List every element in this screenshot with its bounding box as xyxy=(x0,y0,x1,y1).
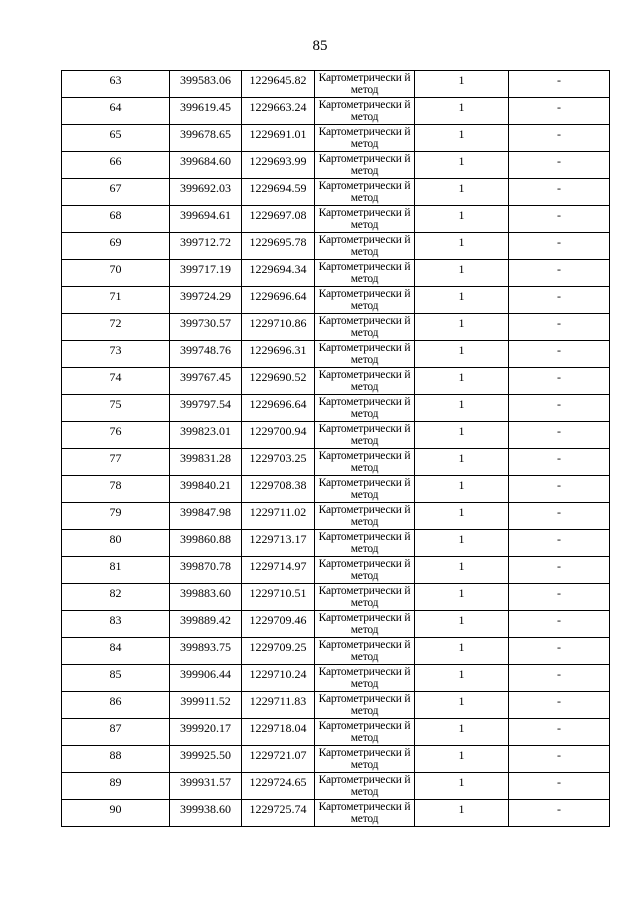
x-coordinate-cell: 399938.60 xyxy=(170,800,242,827)
point-number-cell: 65 xyxy=(62,125,170,152)
extra-cell: - xyxy=(509,179,610,206)
extra-cell: - xyxy=(509,773,610,800)
point-number-cell: 66 xyxy=(62,152,170,179)
accuracy-cell: 1 xyxy=(415,206,509,233)
table-row xyxy=(62,449,610,476)
method-cell: Картометрически й метод xyxy=(315,98,415,125)
accuracy-cell: 1 xyxy=(415,611,509,638)
table-row xyxy=(62,557,610,584)
y-coordinate-cell: 1229710.86 xyxy=(242,314,315,341)
accuracy-cell: 1 xyxy=(415,260,509,287)
point-number-cell: 72 xyxy=(62,314,170,341)
extra-cell: - xyxy=(509,449,610,476)
y-coordinate-cell: 1229713.17 xyxy=(242,530,315,557)
accuracy-cell: 1 xyxy=(415,341,509,368)
point-number-cell: 87 xyxy=(62,719,170,746)
y-coordinate-cell: 1229695.78 xyxy=(242,233,315,260)
point-number-cell: 89 xyxy=(62,773,170,800)
x-coordinate-cell: 399823.01 xyxy=(170,422,242,449)
table-row xyxy=(62,638,610,665)
y-coordinate-cell: 1229690.52 xyxy=(242,368,315,395)
point-number-cell: 73 xyxy=(62,341,170,368)
extra-cell: - xyxy=(509,152,610,179)
method-cell: Картометрически й метод xyxy=(315,503,415,530)
x-coordinate-cell: 399883.60 xyxy=(170,584,242,611)
method-cell: Картометрически й метод xyxy=(315,449,415,476)
point-number-cell: 86 xyxy=(62,692,170,719)
method-cell: Картометрически й метод xyxy=(315,557,415,584)
point-number-cell: 69 xyxy=(62,233,170,260)
table-row xyxy=(62,422,610,449)
accuracy-cell: 1 xyxy=(415,530,509,557)
x-coordinate-cell: 399712.72 xyxy=(170,233,242,260)
method-cell: Картометрически й метод xyxy=(315,368,415,395)
extra-cell: - xyxy=(509,665,610,692)
point-number-cell: 90 xyxy=(62,800,170,827)
x-coordinate-cell: 399889.42 xyxy=(170,611,242,638)
extra-cell: - xyxy=(509,98,610,125)
extra-cell: - xyxy=(509,638,610,665)
table-row xyxy=(62,206,610,233)
extra-cell: - xyxy=(509,233,610,260)
y-coordinate-cell: 1229696.64 xyxy=(242,395,315,422)
point-number-cell: 75 xyxy=(62,395,170,422)
table-row xyxy=(62,314,610,341)
y-coordinate-cell: 1229711.83 xyxy=(242,692,315,719)
table-row xyxy=(62,71,610,98)
y-coordinate-cell: 1229696.31 xyxy=(242,341,315,368)
accuracy-cell: 1 xyxy=(415,395,509,422)
x-coordinate-cell: 399748.76 xyxy=(170,341,242,368)
x-coordinate-cell: 399893.75 xyxy=(170,638,242,665)
method-cell: Картометрически й метод xyxy=(315,395,415,422)
method-cell: Картометрически й метод xyxy=(315,665,415,692)
x-coordinate-cell: 399906.44 xyxy=(170,665,242,692)
x-coordinate-cell: 399831.28 xyxy=(170,449,242,476)
accuracy-cell: 1 xyxy=(415,800,509,827)
method-cell: Картометрически й метод xyxy=(315,422,415,449)
y-coordinate-cell: 1229721.07 xyxy=(242,746,315,773)
extra-cell: - xyxy=(509,557,610,584)
extra-cell: - xyxy=(509,746,610,773)
method-cell: Картометрически й метод xyxy=(315,476,415,503)
method-cell: Картометрически й метод xyxy=(315,638,415,665)
accuracy-cell: 1 xyxy=(415,422,509,449)
table-row xyxy=(62,665,610,692)
table-row xyxy=(62,530,610,557)
x-coordinate-cell: 399619.45 xyxy=(170,98,242,125)
point-number-cell: 63 xyxy=(62,71,170,98)
table-row xyxy=(62,125,610,152)
method-cell: Картометрически й метод xyxy=(315,746,415,773)
x-coordinate-cell: 399847.98 xyxy=(170,503,242,530)
y-coordinate-cell: 1229709.46 xyxy=(242,611,315,638)
table-row xyxy=(62,287,610,314)
accuracy-cell: 1 xyxy=(415,233,509,260)
y-coordinate-cell: 1229710.24 xyxy=(242,665,315,692)
accuracy-cell: 1 xyxy=(415,476,509,503)
y-coordinate-cell: 1229708.38 xyxy=(242,476,315,503)
y-coordinate-cell: 1229711.02 xyxy=(242,503,315,530)
accuracy-cell: 1 xyxy=(415,638,509,665)
extra-cell: - xyxy=(509,719,610,746)
method-cell: Картометрически й метод xyxy=(315,287,415,314)
table-row xyxy=(62,476,610,503)
point-number-cell: 88 xyxy=(62,746,170,773)
extra-cell: - xyxy=(509,341,610,368)
point-number-cell: 77 xyxy=(62,449,170,476)
y-coordinate-cell: 1229725.74 xyxy=(242,800,315,827)
table-row xyxy=(62,611,610,638)
x-coordinate-cell: 399797.54 xyxy=(170,395,242,422)
y-coordinate-cell: 1229694.59 xyxy=(242,179,315,206)
table-row xyxy=(62,800,610,827)
table-row xyxy=(62,341,610,368)
x-coordinate-cell: 399931.57 xyxy=(170,773,242,800)
accuracy-cell: 1 xyxy=(415,314,509,341)
x-coordinate-cell: 399920.17 xyxy=(170,719,242,746)
table-row xyxy=(62,692,610,719)
accuracy-cell: 1 xyxy=(415,98,509,125)
x-coordinate-cell: 399717.19 xyxy=(170,260,242,287)
method-cell: Картометрически й метод xyxy=(315,719,415,746)
table-row xyxy=(62,395,610,422)
table-row xyxy=(62,503,610,530)
table-row xyxy=(62,584,610,611)
table-row xyxy=(62,98,610,125)
x-coordinate-cell: 399860.88 xyxy=(170,530,242,557)
extra-cell: - xyxy=(509,503,610,530)
accuracy-cell: 1 xyxy=(415,503,509,530)
method-cell: Картометрически й метод xyxy=(315,773,415,800)
method-cell: Картометрически й метод xyxy=(315,341,415,368)
method-cell: Картометрически й метод xyxy=(315,692,415,719)
extra-cell: - xyxy=(509,395,610,422)
method-cell: Картометрически й метод xyxy=(315,314,415,341)
table-row xyxy=(62,233,610,260)
point-number-cell: 71 xyxy=(62,287,170,314)
extra-cell: - xyxy=(509,71,610,98)
point-number-cell: 67 xyxy=(62,179,170,206)
point-number-cell: 84 xyxy=(62,638,170,665)
accuracy-cell: 1 xyxy=(415,746,509,773)
point-number-cell: 80 xyxy=(62,530,170,557)
table-row xyxy=(62,746,610,773)
accuracy-cell: 1 xyxy=(415,125,509,152)
point-number-cell: 76 xyxy=(62,422,170,449)
y-coordinate-cell: 1229714.97 xyxy=(242,557,315,584)
extra-cell: - xyxy=(509,611,610,638)
method-cell: Картометрически й метод xyxy=(315,584,415,611)
accuracy-cell: 1 xyxy=(415,179,509,206)
extra-cell: - xyxy=(509,287,610,314)
extra-cell: - xyxy=(509,314,610,341)
y-coordinate-cell: 1229703.25 xyxy=(242,449,315,476)
extra-cell: - xyxy=(509,422,610,449)
table-row xyxy=(62,368,610,395)
y-coordinate-cell: 1229697.08 xyxy=(242,206,315,233)
accuracy-cell: 1 xyxy=(415,287,509,314)
table-row xyxy=(62,179,610,206)
extra-cell: - xyxy=(509,368,610,395)
method-cell: Картометрически й метод xyxy=(315,71,415,98)
x-coordinate-cell: 399925.50 xyxy=(170,746,242,773)
extra-cell: - xyxy=(509,206,610,233)
point-number-cell: 70 xyxy=(62,260,170,287)
accuracy-cell: 1 xyxy=(415,71,509,98)
extra-cell: - xyxy=(509,260,610,287)
x-coordinate-cell: 399724.29 xyxy=(170,287,242,314)
x-coordinate-cell: 399692.03 xyxy=(170,179,242,206)
extra-cell: - xyxy=(509,125,610,152)
y-coordinate-cell: 1229691.01 xyxy=(242,125,315,152)
accuracy-cell: 1 xyxy=(415,557,509,584)
extra-cell: - xyxy=(509,584,610,611)
point-number-cell: 82 xyxy=(62,584,170,611)
accuracy-cell: 1 xyxy=(415,692,509,719)
table-row xyxy=(62,719,610,746)
y-coordinate-cell: 1229724.65 xyxy=(242,773,315,800)
point-number-cell: 83 xyxy=(62,611,170,638)
x-coordinate-cell: 399870.78 xyxy=(170,557,242,584)
extra-cell: - xyxy=(509,692,610,719)
method-cell: Картометрически й метод xyxy=(315,233,415,260)
accuracy-cell: 1 xyxy=(415,584,509,611)
y-coordinate-cell: 1229696.64 xyxy=(242,287,315,314)
x-coordinate-cell: 399694.61 xyxy=(170,206,242,233)
method-cell: Картометрически й метод xyxy=(315,179,415,206)
method-cell: Картометрически й метод xyxy=(315,800,415,827)
y-coordinate-cell: 1229693.99 xyxy=(242,152,315,179)
coordinates-table-body xyxy=(62,71,610,827)
accuracy-cell: 1 xyxy=(415,719,509,746)
table-row xyxy=(62,152,610,179)
point-number-cell: 78 xyxy=(62,476,170,503)
accuracy-cell: 1 xyxy=(415,368,509,395)
page-number: 85 xyxy=(312,38,328,54)
y-coordinate-cell: 1229718.04 xyxy=(242,719,315,746)
x-coordinate-cell: 399911.52 xyxy=(170,692,242,719)
method-cell: Картометрически й метод xyxy=(315,611,415,638)
point-number-cell: 79 xyxy=(62,503,170,530)
method-cell: Картометрически й метод xyxy=(315,152,415,179)
table-row xyxy=(62,260,610,287)
accuracy-cell: 1 xyxy=(415,665,509,692)
extra-cell: - xyxy=(509,476,610,503)
point-number-cell: 81 xyxy=(62,557,170,584)
x-coordinate-cell: 399583.06 xyxy=(170,71,242,98)
y-coordinate-cell: 1229700.94 xyxy=(242,422,315,449)
coordinates-table xyxy=(61,70,610,827)
point-number-cell: 74 xyxy=(62,368,170,395)
method-cell: Картометрически й метод xyxy=(315,530,415,557)
x-coordinate-cell: 399840.21 xyxy=(170,476,242,503)
accuracy-cell: 1 xyxy=(415,152,509,179)
point-number-cell: 64 xyxy=(62,98,170,125)
y-coordinate-cell: 1229663.24 xyxy=(242,98,315,125)
x-coordinate-cell: 399730.57 xyxy=(170,314,242,341)
method-cell: Картометрически й метод xyxy=(315,260,415,287)
y-coordinate-cell: 1229645.82 xyxy=(242,71,315,98)
extra-cell: - xyxy=(509,800,610,827)
x-coordinate-cell: 399767.45 xyxy=(170,368,242,395)
y-coordinate-cell: 1229709.25 xyxy=(242,638,315,665)
point-number-cell: 85 xyxy=(62,665,170,692)
method-cell: Картометрически й метод xyxy=(315,125,415,152)
y-coordinate-cell: 1229710.51 xyxy=(242,584,315,611)
x-coordinate-cell: 399684.60 xyxy=(170,152,242,179)
accuracy-cell: 1 xyxy=(415,449,509,476)
method-cell: Картометрически й метод xyxy=(315,206,415,233)
extra-cell: - xyxy=(509,530,610,557)
accuracy-cell: 1 xyxy=(415,773,509,800)
table-row xyxy=(62,773,610,800)
y-coordinate-cell: 1229694.34 xyxy=(242,260,315,287)
x-coordinate-cell: 399678.65 xyxy=(170,125,242,152)
point-number-cell: 68 xyxy=(62,206,170,233)
